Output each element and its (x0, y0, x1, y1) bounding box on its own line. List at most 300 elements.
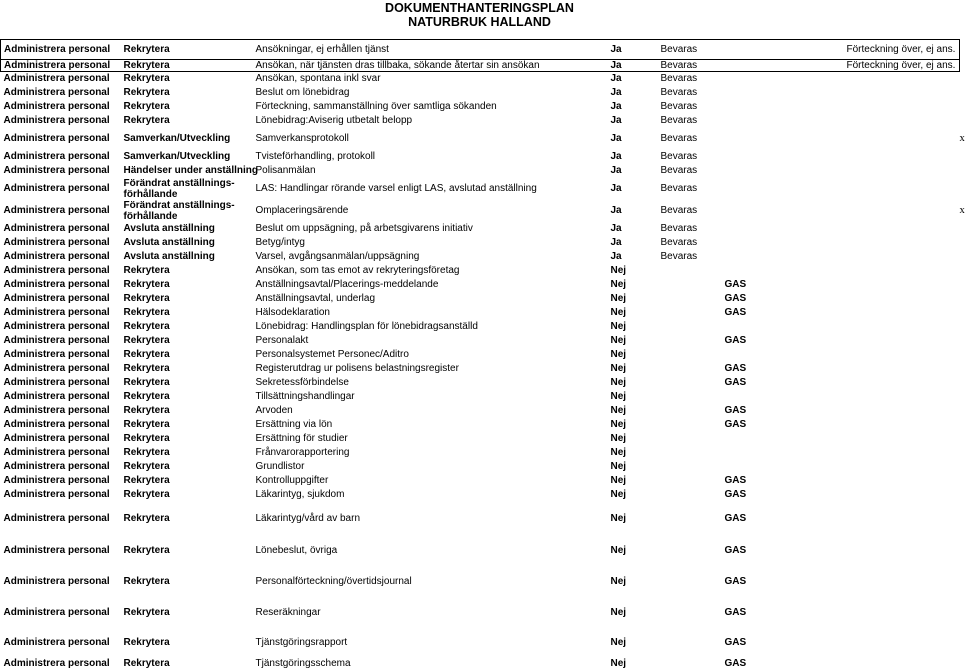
disposition-cell: Bevaras (660, 101, 698, 112)
activity-cell: Rekrytera (123, 73, 170, 85)
marker-cell (957, 404, 960, 418)
registered-cell: Nej (610, 335, 627, 346)
registered-cell: Nej (610, 637, 627, 648)
process-cell: Administrera personal (3, 133, 110, 144)
retention-cell (722, 40, 844, 60)
note-cell (844, 418, 957, 432)
registered-cell: Ja (610, 115, 622, 126)
note-cell (844, 376, 957, 390)
marker-cell (957, 432, 960, 446)
document-cell: Anställningsavtal/Placerings-meddelande (255, 279, 439, 290)
activity-cell: Rekrytera (123, 658, 170, 669)
note-cell (844, 128, 957, 150)
registered-cell: Ja (610, 87, 622, 98)
document-cell: Personalförteckning/övertidsjournal (255, 576, 412, 587)
activity-cell: Rekrytera (123, 576, 170, 587)
registered-cell: Ja (610, 73, 622, 85)
process-cell: Administrera personal (3, 223, 110, 234)
table-row (1, 222, 960, 236)
registered-cell: Ja (610, 133, 622, 144)
activity-cell: Rekrytera (123, 363, 170, 374)
note-cell (844, 502, 957, 535)
retention-cell (722, 164, 844, 178)
registered-cell: Ja (610, 101, 622, 112)
disposition-cell: Bevaras (660, 223, 698, 234)
marker-cell (957, 306, 960, 320)
disposition-cell (658, 597, 722, 629)
document-cell: Läkarintyg, sjukdom (255, 489, 345, 500)
disposition-cell: Bevaras (660, 151, 698, 162)
disposition-cell (658, 278, 722, 292)
activity-cell: Rekrytera (123, 391, 170, 402)
activity-cell: Rekrytera (123, 377, 170, 388)
activity-cell: Rekrytera (123, 545, 170, 556)
disposition-cell (658, 446, 722, 460)
note-cell (844, 474, 957, 488)
activity-cell: Rekrytera (123, 265, 170, 276)
table-row (1, 629, 960, 657)
document-cell: Frånvarorapportering (255, 447, 350, 458)
table-row (1, 200, 960, 222)
table-row (1, 460, 960, 474)
process-cell: Administrera personal (3, 489, 110, 500)
retention-cell (722, 320, 844, 334)
document-title: DOKUMENTHANTERINGSPLAN (385, 1, 574, 15)
table-row (1, 292, 960, 306)
document-cell: Förteckning, sammanställning över samtliga sökanden (255, 101, 497, 112)
registered-cell: Ja (608, 40, 658, 60)
activity-cell: Rekrytera (123, 419, 170, 430)
registered-cell: Nej (610, 545, 627, 556)
note-cell (844, 567, 957, 597)
activity-cell: Rekrytera (123, 101, 170, 112)
process-cell: Administrera personal (3, 73, 110, 85)
retention-cell (722, 446, 844, 460)
retention-cell (722, 264, 844, 278)
process-cell: Administrera personal (3, 658, 110, 669)
process-cell: Administrera personal (3, 265, 110, 276)
retention-cell (722, 348, 844, 362)
table-row (1, 150, 960, 164)
note-cell (844, 362, 957, 376)
table-row (1, 657, 960, 671)
disposition-cell: Bevaras (660, 115, 698, 126)
table-row (1, 474, 960, 488)
table-row (1, 488, 960, 502)
document-cell: Tjänstgöringsrapport (255, 637, 348, 648)
document-cell: Sekretessförbindelse (255, 377, 349, 388)
disposition-cell (658, 657, 722, 671)
note-cell (844, 222, 957, 236)
disposition-cell: Bevaras (660, 205, 698, 216)
note-cell (844, 446, 957, 460)
retention-cell (722, 100, 844, 114)
retention-cell: GAS (724, 545, 747, 556)
note-cell (844, 334, 957, 348)
registered-cell: Nej (610, 512, 627, 524)
registered-cell: Nej (610, 607, 627, 618)
note-cell (844, 278, 957, 292)
activity-cell: Rekrytera (123, 489, 170, 500)
marker-cell (957, 150, 960, 164)
marker-cell (957, 72, 960, 86)
disposition-cell: Bevaras (660, 183, 698, 194)
marker-cell (957, 535, 960, 567)
registered-cell: Nej (610, 489, 627, 500)
retention-cell (722, 250, 844, 264)
retention-cell (722, 432, 844, 446)
activity-cell: Rekrytera (123, 447, 170, 458)
table-row (1, 306, 960, 320)
note-cell (844, 597, 957, 629)
document-cell: Varsel, avgångsanmälan/uppsägning (255, 251, 420, 262)
marker-cell (957, 320, 960, 334)
note-cell (844, 488, 957, 502)
table-row (1, 535, 960, 567)
retention-cell (722, 86, 844, 100)
document-cell: Anställningsavtal, underlag (255, 293, 376, 304)
process-cell: Administrera personal (3, 419, 110, 430)
note-cell (844, 200, 957, 222)
retention-cell: GAS (724, 658, 747, 669)
disposition-cell: Bevaras (660, 73, 698, 85)
marker-cell (957, 236, 960, 250)
retention-cell: GAS (724, 293, 747, 304)
table-row (1, 40, 960, 60)
retention-cell: GAS (724, 419, 747, 430)
disposition-cell: Bevaras (658, 40, 722, 60)
process-cell: Administrera personal (3, 447, 110, 458)
process-cell: Administrera personal (3, 151, 110, 162)
marker-cell (957, 334, 960, 348)
document-cell: Ansökan, som tas emot av rekryteringsföretag (255, 265, 460, 276)
process-cell: Administrera personal (3, 405, 110, 416)
table-row (1, 114, 960, 128)
process-cell: Administrera personal (3, 391, 110, 402)
table-row (1, 446, 960, 460)
registered-cell: Ja (610, 165, 622, 176)
activity-cell: Rekrytera (121, 60, 253, 72)
activity-cell: Rekrytera (123, 607, 170, 618)
marker-cell: x (959, 133, 965, 144)
document-cell: LAS: Handlingar rörande varsel enligt LAS, avslutad anställning (255, 183, 537, 194)
table-row (1, 100, 960, 114)
process-cell: Administrera personal (3, 607, 110, 618)
table-row (1, 376, 960, 390)
disposition-cell: Bevaras (660, 133, 698, 144)
document-cell: Ansökningar, ej erhållen tjänst (253, 40, 608, 60)
process-cell: Administrera personal (3, 87, 110, 98)
retention-cell: GAS (724, 405, 747, 416)
retention-cell (722, 178, 844, 200)
process-cell: Administrera personal (3, 251, 110, 262)
process-cell: Administrera personal (3, 205, 110, 216)
registered-cell: Nej (610, 419, 627, 430)
table-row (1, 264, 960, 278)
disposition-cell (658, 488, 722, 502)
process-cell: Administrera personal (3, 183, 110, 194)
disposition-cell (658, 390, 722, 404)
table-row (1, 236, 960, 250)
disposition-cell (658, 334, 722, 348)
table-row (1, 72, 960, 86)
marker-cell: x (959, 205, 965, 216)
document-cell: Beslut om uppsägning, på arbetsgivarens initiativ (255, 223, 473, 234)
note-cell (844, 150, 957, 164)
process-cell: Administrera personal (3, 115, 110, 126)
retention-cell (722, 150, 844, 164)
registered-cell: Nej (610, 377, 627, 388)
document-cell: Omplaceringsärende (255, 205, 349, 216)
marker-cell (957, 376, 960, 390)
retention-cell: GAS (724, 607, 747, 618)
document-cell: Reseräkningar (255, 607, 321, 618)
process-cell: Administrera personal (3, 637, 110, 648)
disposition-cell (658, 362, 722, 376)
registered-cell: Nej (610, 658, 627, 669)
activity-cell: Rekrytera (123, 307, 170, 318)
process-cell: Administrera personal (3, 307, 110, 318)
retention-cell: GAS (724, 576, 747, 587)
activity-cell: Avsluta anställning (123, 251, 215, 262)
activity-cell: Avsluta anställning (123, 223, 215, 234)
document-cell: Lönebidrag:Aviserig utbetalt belopp (255, 115, 413, 126)
activity-cell: Rekrytera (123, 293, 170, 304)
table-row (1, 86, 960, 100)
registered-cell: Nej (610, 447, 627, 458)
activity-cell: Förändrat anställnings- förhållande (123, 177, 235, 200)
disposition-cell (658, 348, 722, 362)
process-cell: Administrera personal (3, 433, 110, 444)
marker-cell (957, 488, 960, 502)
retention-cell (722, 236, 844, 250)
table-row (1, 348, 960, 362)
registered-cell: Ja (608, 60, 658, 72)
marker-cell (957, 390, 960, 404)
marker-cell (957, 250, 960, 264)
document-cell: Polisanmälan (255, 165, 316, 176)
table-row (1, 362, 960, 376)
activity-cell: Förändrat anställnings- förhållande (123, 199, 235, 222)
disposition-cell: Bevaras (660, 165, 698, 176)
marker-cell (957, 567, 960, 597)
retention-cell: GAS (724, 363, 747, 374)
document-cell: Samverkansprotokoll (255, 133, 349, 144)
marker-cell (957, 657, 960, 671)
retention-cell (722, 200, 844, 222)
document-cell: Kontrolluppgifter (255, 475, 329, 486)
note-cell (844, 264, 957, 278)
document-cell: Beslut om lönebidrag (255, 87, 350, 98)
process-cell: Administrera personal (1, 60, 121, 72)
note-cell (844, 404, 957, 418)
document-cell: Personalakt (255, 335, 309, 346)
marker-cell (957, 178, 960, 200)
document-cell: Lönebidrag: Handlingsplan för lönebidragsanställd (255, 321, 478, 332)
note-cell (844, 292, 957, 306)
marker-cell (957, 292, 960, 306)
registered-cell: Ja (610, 223, 622, 234)
marker-cell (957, 40, 960, 60)
note-cell (844, 100, 957, 114)
table-row (1, 432, 960, 446)
table-row (1, 597, 960, 629)
table-row (1, 320, 960, 334)
table-row (1, 164, 960, 178)
document-cell: Hälsodeklaration (255, 307, 330, 318)
process-cell: Administrera personal (3, 237, 110, 248)
note-cell (844, 657, 957, 671)
note-cell (844, 164, 957, 178)
activity-cell: Samverkan/Utveckling (123, 151, 231, 162)
document-cell: Läkarintyg/vård av barn (255, 512, 361, 524)
activity-cell: Rekrytera (123, 349, 170, 360)
document-plan-table (0, 39, 965, 671)
registered-cell: Nej (610, 461, 627, 472)
marker-cell (957, 264, 960, 278)
registered-cell: Nej (610, 265, 627, 276)
marker-cell (957, 100, 960, 114)
marker-cell (957, 474, 960, 488)
note-cell: Förteckning över, ej ans. (844, 60, 957, 72)
table-row (1, 502, 960, 535)
document-subtitle: NATURBRUK HALLAND (408, 15, 551, 29)
activity-cell: Rekrytera (123, 405, 170, 416)
marker-cell (957, 114, 960, 128)
process-cell: Administrera personal (3, 349, 110, 360)
activity-cell: Rekrytera (123, 637, 170, 648)
note-cell (844, 432, 957, 446)
document-cell: Grundlistor (255, 461, 305, 472)
disposition-cell: Bevaras (660, 251, 698, 262)
note-cell (844, 390, 957, 404)
disposition-cell (658, 292, 722, 306)
registered-cell: Nej (610, 433, 627, 444)
note-cell (844, 460, 957, 474)
registered-cell: Nej (610, 321, 627, 332)
document-cell: Betyg/intyg (255, 237, 305, 248)
note-cell (844, 629, 957, 657)
activity-cell: Avsluta anställning (123, 237, 215, 248)
process-cell: Administrera personal (3, 363, 110, 374)
process-cell: Administrera personal (3, 279, 110, 290)
process-cell: Administrera personal (3, 475, 110, 486)
disposition-cell (658, 306, 722, 320)
note-cell (844, 320, 957, 334)
document-cell: Ersättning för studier (255, 433, 348, 444)
note-cell: Förteckning över, ej ans. (844, 40, 957, 60)
note-cell (844, 72, 957, 86)
note-cell (844, 535, 957, 567)
process-cell: Administrera personal (3, 576, 110, 587)
retention-cell (722, 128, 844, 150)
marker-cell (957, 460, 960, 474)
document-cell: Personalsystemet Personec/Aditro (255, 349, 409, 360)
registered-cell: Ja (610, 151, 622, 162)
marker-cell (957, 86, 960, 100)
disposition-cell: Bevaras (658, 60, 722, 72)
activity-cell: Samverkan/Utveckling (123, 133, 231, 144)
marker-cell (957, 418, 960, 432)
document-cell: Ansökan, när tjänsten dras tillbaka, sökande återtar sin ansökan (253, 60, 608, 72)
retention-cell (722, 460, 844, 474)
retention-cell: GAS (724, 279, 747, 290)
process-cell: Administrera personal (3, 321, 110, 332)
disposition-cell (658, 629, 722, 657)
retention-cell: GAS (724, 335, 747, 346)
registered-cell: Nej (610, 391, 627, 402)
document-cell: Lönebeslut, övriga (255, 545, 338, 556)
activity-cell: Rekrytera (123, 87, 170, 98)
activity-cell: Händelser under anställning (123, 165, 258, 176)
activity-cell: Rekrytera (123, 335, 170, 346)
activity-cell: Rekrytera (121, 40, 253, 60)
document-cell: Ansökan, spontana inkl svar (255, 73, 381, 85)
registered-cell: Nej (610, 279, 627, 290)
registered-cell: Ja (610, 183, 622, 194)
table-row (1, 250, 960, 264)
retention-cell (722, 390, 844, 404)
retention-cell: GAS (724, 475, 747, 486)
process-cell: Administrera personal (3, 165, 110, 176)
disposition-cell (658, 320, 722, 334)
retention-cell: GAS (724, 307, 747, 318)
registered-cell: Nej (610, 405, 627, 416)
activity-cell: Rekrytera (123, 512, 170, 524)
marker-cell (957, 362, 960, 376)
registered-cell: Ja (610, 237, 622, 248)
retention-cell: GAS (724, 637, 747, 648)
activity-cell: Rekrytera (123, 115, 170, 126)
disposition-cell: Bevaras (660, 87, 698, 98)
activity-cell: Rekrytera (123, 433, 170, 444)
marker-cell (957, 60, 960, 72)
marker-cell (957, 446, 960, 460)
document-cell: Tjänstgöringsschema (255, 658, 351, 669)
registered-cell: Ja (610, 205, 622, 216)
retention-cell: GAS (724, 512, 747, 524)
marker-cell (957, 278, 960, 292)
activity-cell: Rekrytera (123, 279, 170, 290)
table-row (1, 404, 960, 418)
activity-cell: Rekrytera (123, 475, 170, 486)
retention-cell (722, 222, 844, 236)
note-cell (844, 250, 957, 264)
retention-cell (722, 114, 844, 128)
table-row (1, 178, 960, 200)
process-cell: Administrera personal (3, 335, 110, 346)
activity-cell: Rekrytera (123, 321, 170, 332)
table-row (1, 278, 960, 292)
marker-cell (957, 164, 960, 178)
retention-cell (722, 60, 844, 72)
process-cell: Administrera personal (3, 377, 110, 388)
disposition-cell (658, 376, 722, 390)
marker-cell (957, 597, 960, 629)
document-cell: Arvoden (255, 405, 293, 416)
registered-cell: Nej (610, 307, 627, 318)
disposition-cell (658, 535, 722, 567)
table-row (1, 418, 960, 432)
retention-cell (722, 72, 844, 86)
disposition-cell (658, 404, 722, 418)
retention-cell: GAS (724, 377, 747, 388)
note-cell (844, 306, 957, 320)
marker-cell (957, 629, 960, 657)
registered-cell: Nej (610, 293, 627, 304)
table-row (1, 334, 960, 348)
table-row (1, 390, 960, 404)
